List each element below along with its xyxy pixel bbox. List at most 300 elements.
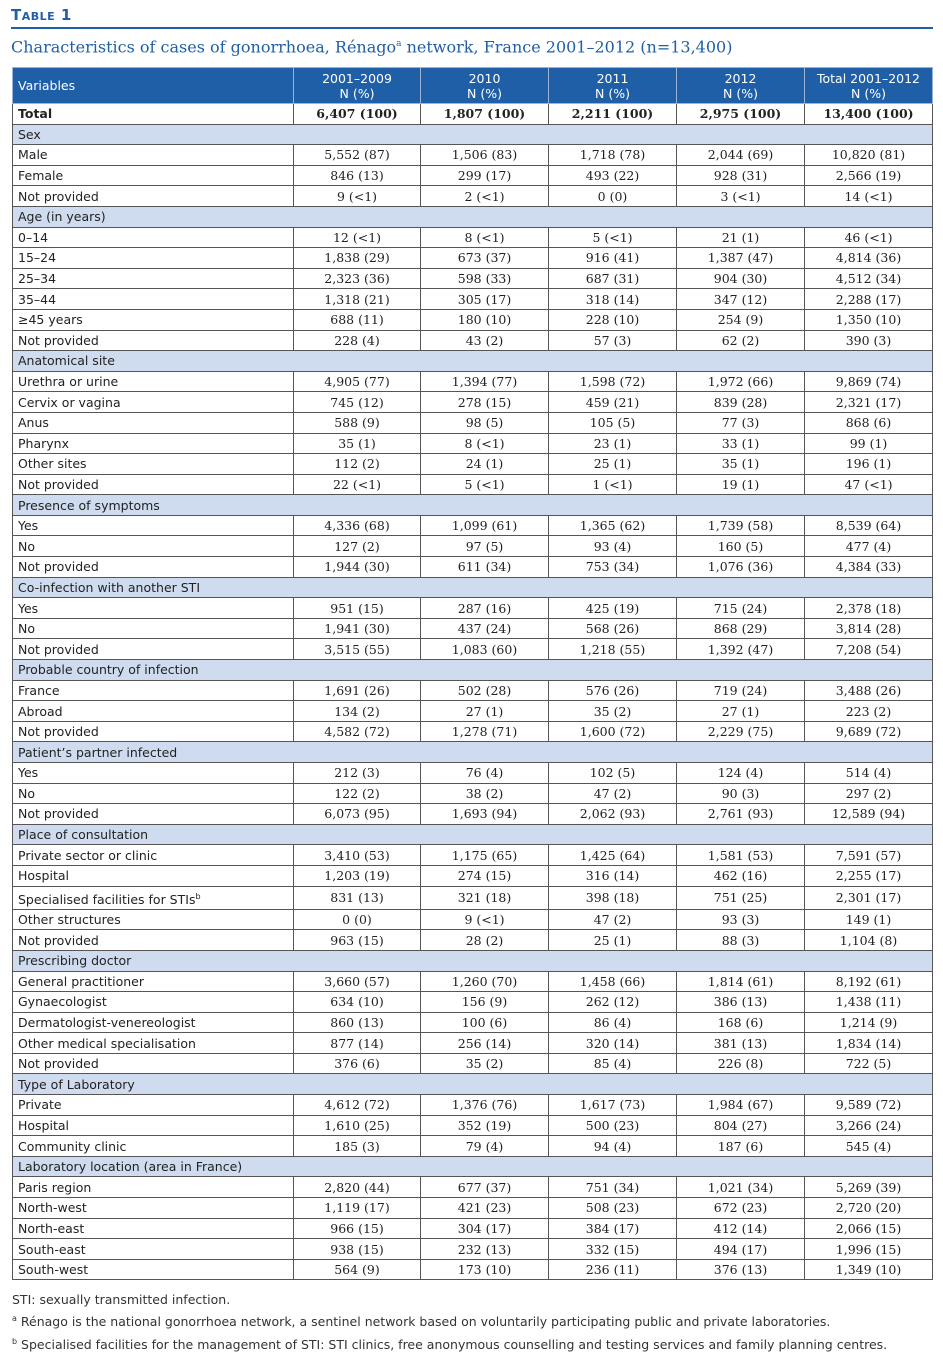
row-label-text: Male (18, 147, 48, 163)
value-cell: 4,814 (36) (805, 248, 933, 269)
value-cell: 745 (12) (294, 392, 421, 413)
value-cell: 3 (<1) (677, 186, 805, 207)
value-cell: 2,301 (17) (805, 886, 933, 909)
value-cell: 28 (2) (421, 930, 549, 951)
row-label (13, 309, 294, 330)
value-cell: 951 (15) (294, 598, 421, 619)
value-cell: 2,288 (17) (805, 289, 933, 310)
value-cell: 98 (5) (421, 412, 549, 433)
table-row (13, 309, 933, 330)
value-cell: 384 (17) (549, 1218, 677, 1239)
value-cell: 46 (<1) (805, 227, 933, 248)
row-label (13, 186, 294, 207)
value-cell: 568 (26) (549, 618, 677, 639)
row-label-text: France (18, 682, 60, 698)
value-cell: 1,318 (21) (294, 289, 421, 310)
value-cell: 134 (2) (294, 701, 421, 722)
row-label (13, 886, 294, 909)
footnote-a-mark: a (12, 1314, 17, 1324)
value-cell: 99 (1) (805, 433, 933, 454)
row-label-text: Not provided (18, 806, 99, 822)
value-cell: 719 (24) (677, 680, 805, 701)
value-cell: 1,834 (14) (805, 1033, 933, 1054)
value-cell: 6,073 (95) (294, 804, 421, 825)
value-cell: 228 (4) (294, 330, 421, 351)
value-cell: 9 (<1) (294, 186, 421, 207)
value-cell: 3,266 (24) (805, 1115, 933, 1136)
value-cell: 2,044 (69) (677, 145, 805, 166)
value-cell: 500 (23) (549, 1115, 677, 1136)
section-header-row (13, 124, 933, 145)
header-unit: N (%) (723, 85, 758, 101)
row-label (13, 248, 294, 269)
value-cell: 1,218 (55) (549, 639, 677, 660)
row-label (13, 330, 294, 351)
value-cell: 223 (2) (805, 701, 933, 722)
row-label-text: Yes (18, 765, 39, 781)
value-cell: 1,691 (26) (294, 680, 421, 701)
row-label (13, 1259, 294, 1280)
value-cell: 1,600 (72) (549, 721, 677, 742)
footnote-b-text: Specialised facilities for the management of STI: STI clinics, free anonymous counselling and testing services and family planning centres. (17, 1336, 888, 1352)
value-cell: 4,384 (33) (805, 557, 933, 578)
row-label (13, 680, 294, 701)
row-label (13, 454, 294, 475)
table-row (13, 1177, 933, 1198)
value-cell: 90 (3) (677, 783, 805, 804)
value-cell: 2,229 (75) (677, 721, 805, 742)
value-cell: 846 (13) (294, 165, 421, 186)
value-cell: 35 (1) (677, 454, 805, 475)
value-cell: 8 (<1) (421, 433, 549, 454)
table-row (13, 1095, 933, 1116)
value-cell: 598 (33) (421, 268, 549, 289)
title-rest: network, France 2001–2012 (n=13,400) (401, 37, 733, 57)
value-cell: 88 (3) (677, 930, 805, 951)
value-cell: 1,365 (62) (549, 515, 677, 536)
value-cell: 3,488 (26) (805, 680, 933, 701)
section-header-row (13, 351, 933, 372)
table-row (13, 639, 933, 660)
value-cell: 305 (17) (421, 289, 549, 310)
header-col-2001-2009 (294, 68, 421, 104)
section-header-row (13, 1156, 933, 1177)
row-label-text: North-east (18, 1220, 85, 1236)
value-cell: 564 (9) (294, 1259, 421, 1280)
value-cell: 722 (5) (805, 1053, 933, 1074)
row-label-text: No (18, 538, 35, 554)
row-label (13, 289, 294, 310)
row-label-text: Community clinic (18, 1138, 127, 1154)
row-label (13, 1115, 294, 1136)
value-cell: 27 (1) (677, 701, 805, 722)
value-cell: 212 (3) (294, 763, 421, 784)
value-cell: 839 (28) (677, 392, 805, 413)
title-rule (11, 27, 933, 29)
value-cell: 12,589 (94) (805, 804, 933, 825)
row-label (13, 1177, 294, 1198)
value-cell: 149 (1) (805, 909, 933, 930)
row-label (13, 865, 294, 886)
row-label-text: Anus (18, 415, 49, 431)
value-cell: 332 (15) (549, 1239, 677, 1260)
value-cell: 35 (2) (421, 1053, 549, 1074)
value-cell: 1 (<1) (549, 474, 677, 495)
value-cell: 180 (10) (421, 309, 549, 330)
table-row (13, 1136, 933, 1157)
value-cell: 226 (8) (677, 1053, 805, 1074)
value-cell: 588 (9) (294, 412, 421, 433)
row-label (13, 598, 294, 619)
value-cell: 1,739 (58) (677, 515, 805, 536)
value-cell: 2,975 (100) (677, 104, 805, 125)
value-cell: 2,211 (100) (549, 104, 677, 125)
value-cell: 381 (13) (677, 1033, 805, 1054)
value-cell: 13,400 (100) (805, 104, 933, 125)
value-cell: 0 (0) (549, 186, 677, 207)
section-label: Type of Laboratory (13, 1074, 933, 1095)
table-row (13, 763, 933, 784)
value-cell: 1,278 (71) (421, 721, 549, 742)
value-cell: 168 (6) (677, 1012, 805, 1033)
value-cell: 102 (5) (549, 763, 677, 784)
section-label: Place of consultation (13, 824, 933, 845)
value-cell: 1,807 (100) (421, 104, 549, 125)
footnote-a (12, 1309, 933, 1331)
value-cell: 24 (1) (421, 454, 549, 475)
value-cell: 1,941 (30) (294, 618, 421, 639)
value-cell: 2,323 (36) (294, 268, 421, 289)
section-header-row (13, 950, 933, 971)
row-label-text: Other medical specialisation (18, 1035, 196, 1051)
value-cell: 228 (10) (549, 309, 677, 330)
row-label (13, 721, 294, 742)
value-cell: 77 (3) (677, 412, 805, 433)
table-row (13, 330, 933, 351)
value-cell: 804 (27) (677, 1115, 805, 1136)
row-label-text: Private (18, 1097, 62, 1113)
value-cell: 1,438 (11) (805, 992, 933, 1013)
value-cell: 62 (2) (677, 330, 805, 351)
row-label-text: Yes (18, 518, 39, 534)
value-cell: 1,214 (9) (805, 1012, 933, 1033)
row-label (13, 392, 294, 413)
table-row (13, 165, 933, 186)
row-label (13, 783, 294, 804)
value-cell: 1,099 (61) (421, 515, 549, 536)
row-label-text: Gynaecologist (18, 994, 107, 1010)
value-cell: 262 (12) (549, 992, 677, 1013)
table-row (13, 557, 933, 578)
section-label: Co-infection with another STI (13, 577, 933, 598)
row-label-text: Dermatologist-venereologist (18, 1014, 196, 1030)
table-row (13, 454, 933, 475)
table-row (13, 886, 933, 909)
value-cell: 9,689 (72) (805, 721, 933, 742)
table-row (13, 1033, 933, 1054)
value-cell: 1,598 (72) (549, 371, 677, 392)
value-cell: 8,539 (64) (805, 515, 933, 536)
value-cell: 105 (5) (549, 412, 677, 433)
value-cell: 2,321 (17) (805, 392, 933, 413)
table-title (11, 31, 933, 58)
value-cell: 27 (1) (421, 701, 549, 722)
value-cell: 938 (15) (294, 1239, 421, 1260)
value-cell: 19 (1) (677, 474, 805, 495)
value-cell: 2,066 (15) (805, 1218, 933, 1239)
value-cell: 321 (18) (421, 886, 549, 909)
row-label-text: Specialised facilities for STIs (18, 891, 196, 907)
header-unit: N (%) (467, 85, 502, 101)
row-label-text: Not provided (18, 476, 99, 492)
section-header-row (13, 1074, 933, 1095)
footnote-b (12, 1332, 933, 1354)
table-row (13, 186, 933, 207)
row-label-text: 35–44 (18, 291, 57, 307)
value-cell: 57 (3) (549, 330, 677, 351)
table-row (13, 371, 933, 392)
row-label-text: No (18, 621, 35, 637)
table-row (13, 680, 933, 701)
row-label (13, 371, 294, 392)
value-cell: 1,506 (83) (421, 145, 549, 166)
value-cell: 860 (13) (294, 1012, 421, 1033)
section-label: Age (in years) (13, 206, 933, 227)
value-cell: 1,350 (10) (805, 309, 933, 330)
row-label (13, 145, 294, 166)
section-label: Patient’s partner infected (13, 742, 933, 763)
value-cell: 274 (15) (421, 865, 549, 886)
row-label (13, 804, 294, 825)
value-cell: 347 (12) (677, 289, 805, 310)
value-cell: 112 (2) (294, 454, 421, 475)
section-label: Presence of symptoms (13, 495, 933, 516)
row-label-text: Hospital (18, 1117, 70, 1133)
value-cell: 124 (4) (677, 763, 805, 784)
value-cell: 715 (24) (677, 598, 805, 619)
value-cell: 904 (30) (677, 268, 805, 289)
value-cell: 966 (15) (294, 1218, 421, 1239)
row-label-text: 15–24 (18, 250, 57, 266)
table-row (13, 268, 933, 289)
header-period: Total 2001–2012 (816, 70, 921, 86)
row-label-text: Abroad (18, 703, 63, 719)
value-cell: 5,552 (87) (294, 145, 421, 166)
row-label (13, 1198, 294, 1219)
row-label (13, 845, 294, 866)
table-body (13, 104, 933, 1280)
value-cell: 1,718 (78) (549, 145, 677, 166)
value-cell: 185 (3) (294, 1136, 421, 1157)
table-row (13, 865, 933, 886)
value-cell: 0 (0) (294, 909, 421, 930)
row-label (13, 930, 294, 951)
header-variables: Variables (13, 68, 294, 104)
value-cell: 2,761 (93) (677, 804, 805, 825)
value-cell: 1,021 (34) (677, 1177, 805, 1198)
header-period: 2001–2009 (322, 70, 392, 86)
value-cell: 1,394 (77) (421, 371, 549, 392)
value-cell: 963 (15) (294, 930, 421, 951)
table-row (13, 227, 933, 248)
header-unit: N (%) (339, 85, 375, 101)
value-cell: 4,512 (34) (805, 268, 933, 289)
header-period: 2012 (724, 70, 757, 86)
value-cell: 831 (13) (294, 886, 421, 909)
value-cell: 753 (34) (549, 557, 677, 578)
table-row (13, 701, 933, 722)
value-cell: 877 (14) (294, 1033, 421, 1054)
row-label (13, 1095, 294, 1116)
value-cell: 256 (14) (421, 1033, 549, 1054)
table-row (13, 1012, 933, 1033)
value-cell: 3,660 (57) (294, 971, 421, 992)
row-label (13, 639, 294, 660)
value-cell: 1,104 (8) (805, 930, 933, 951)
value-cell: 76 (4) (421, 763, 549, 784)
row-label (13, 1053, 294, 1074)
value-cell: 398 (18) (549, 886, 677, 909)
value-cell: 2,820 (44) (294, 1177, 421, 1198)
row-label (13, 1012, 294, 1033)
value-cell: 2,378 (18) (805, 598, 933, 619)
value-cell: 316 (14) (549, 865, 677, 886)
row-label-text: South-west (18, 1262, 89, 1278)
value-cell: 672 (23) (677, 1198, 805, 1219)
value-cell: 502 (28) (421, 680, 549, 701)
header-col-total (805, 68, 933, 104)
table-row (13, 783, 933, 804)
value-cell: 611 (34) (421, 557, 549, 578)
table-row (13, 618, 933, 639)
row-label (13, 701, 294, 722)
value-cell: 173 (10) (421, 1259, 549, 1280)
value-cell: 1,376 (76) (421, 1095, 549, 1116)
value-cell: 94 (4) (549, 1136, 677, 1157)
value-cell: 47 (<1) (805, 474, 933, 495)
value-cell: 4,582 (72) (294, 721, 421, 742)
table-row (13, 598, 933, 619)
title-main: Characteristics of cases of gonorrhoea, Rénago (11, 37, 397, 57)
row-label-text: Other sites (18, 456, 87, 472)
table-row (13, 1218, 933, 1239)
value-cell: 278 (15) (421, 392, 549, 413)
value-cell: 35 (1) (294, 433, 421, 454)
value-cell: 97 (5) (421, 536, 549, 557)
section-header-row (13, 495, 933, 516)
value-cell: 2,720 (20) (805, 1198, 933, 1219)
row-label-text: Not provided (18, 188, 99, 204)
header-period: 2010 (468, 70, 501, 86)
value-cell: 545 (4) (805, 1136, 933, 1157)
value-cell: 687 (31) (549, 268, 677, 289)
value-cell: 86 (4) (549, 1012, 677, 1033)
footnote-b-mark: b (12, 1336, 18, 1346)
row-label (13, 536, 294, 557)
row-label (13, 104, 294, 125)
value-cell: 1,387 (47) (677, 248, 805, 269)
value-cell: 25 (1) (549, 930, 677, 951)
value-cell: 421 (23) (421, 1198, 549, 1219)
row-label (13, 433, 294, 454)
row-label (13, 1239, 294, 1260)
row-label-text: Hospital (18, 868, 70, 884)
value-cell: 38 (2) (421, 783, 549, 804)
value-cell: 43 (2) (421, 330, 549, 351)
row-label-text: Not provided (18, 932, 99, 948)
row-label-text: ≥45 years (18, 312, 83, 328)
value-cell: 47 (2) (549, 783, 677, 804)
value-cell: 1,996 (15) (805, 1239, 933, 1260)
value-cell: 9 (<1) (421, 909, 549, 930)
section-label: Laboratory location (area in France) (13, 1156, 933, 1177)
value-cell: 196 (1) (805, 454, 933, 475)
row-label (13, 1136, 294, 1157)
value-cell: 5 (<1) (549, 227, 677, 248)
row-label-text: Not provided (18, 559, 99, 575)
row-label (13, 1218, 294, 1239)
value-cell: 1,581 (53) (677, 845, 805, 866)
row-label (13, 227, 294, 248)
table-row (13, 1115, 933, 1136)
value-cell: 1,392 (47) (677, 639, 805, 660)
value-cell: 21 (1) (677, 227, 805, 248)
value-cell: 7,591 (57) (805, 845, 933, 866)
value-cell: 376 (13) (677, 1259, 805, 1280)
value-cell: 1,076 (36) (677, 557, 805, 578)
footnote-a-text: Rénago is the national gonorrhoea network, a sentinel network based on voluntarily participating public and private laboratories. (16, 1314, 831, 1330)
row-label-text: Not provided (18, 641, 99, 657)
value-cell: 437 (24) (421, 618, 549, 639)
value-cell: 1,972 (66) (677, 371, 805, 392)
table-row (13, 145, 933, 166)
row-label-text: Yes (18, 600, 39, 616)
header-col-2011 (549, 68, 677, 104)
gonorrhoea-characteristics-table (12, 67, 933, 1280)
row-label (13, 763, 294, 784)
value-cell: 299 (17) (421, 165, 549, 186)
value-cell: 10,820 (81) (805, 145, 933, 166)
header-unit: N (%) (595, 85, 630, 101)
value-cell: 4,905 (77) (294, 371, 421, 392)
value-cell: 232 (13) (421, 1239, 549, 1260)
value-cell: 386 (13) (677, 992, 805, 1013)
section-label: Anatomical site (13, 351, 933, 372)
value-cell: 1,610 (25) (294, 1115, 421, 1136)
section-label: Prescribing doctor (13, 950, 933, 971)
value-cell: 868 (29) (677, 618, 805, 639)
value-cell: 93 (3) (677, 909, 805, 930)
section-header-row (13, 824, 933, 845)
value-cell: 23 (1) (549, 433, 677, 454)
value-cell: 14 (<1) (805, 186, 933, 207)
section-label: Probable country of infection (13, 660, 933, 681)
value-cell: 352 (19) (421, 1115, 549, 1136)
row-footnote-mark: b (195, 891, 201, 901)
value-cell: 160 (5) (677, 536, 805, 557)
value-cell: 4,612 (72) (294, 1095, 421, 1116)
value-cell: 677 (37) (421, 1177, 549, 1198)
section-header-row (13, 660, 933, 681)
table-row (13, 433, 933, 454)
row-label (13, 971, 294, 992)
value-cell: 7,208 (54) (805, 639, 933, 660)
value-cell: 6,407 (100) (294, 104, 421, 125)
value-cell: 2,255 (17) (805, 865, 933, 886)
footnote-sti: STI: sexually transmitted infection. (12, 1292, 231, 1308)
title-footnote-mark: a (396, 39, 402, 49)
value-cell: 459 (21) (549, 392, 677, 413)
